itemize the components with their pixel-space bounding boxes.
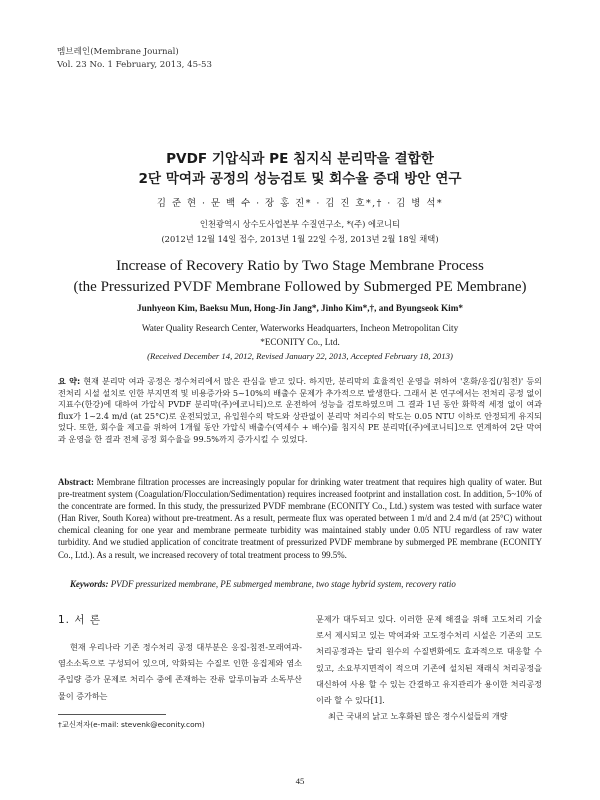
title-en-line-1: Increase of Recovery Ratio by Two Stage Membrane Process <box>116 258 484 274</box>
footnote: †교신저자(e-mail: stevenk@econity.com) <box>58 720 205 729</box>
keywords <box>70 579 550 589</box>
body-left-column <box>58 639 302 704</box>
dates-ko: (2012년 12월 14일 접수, 2013년 1월 22일 수정, 2013년 2월 18일 채택) <box>161 234 439 244</box>
body-left-paragraph: 현재 우리나라 기존 정수처리 공정 대부분은 응집-침전-모래여과-염소소독으로 구성되어 있으며, 악화되는 수질로 인한 응집제와 염소주입량 증가 문제로 처리수 중에 존재하는 잔류 알루미늄과 소독부산물이 증가하는 <box>58 642 302 701</box>
abstract-en-label: Abstract: <box>58 477 94 487</box>
title-en-line-2: (the Pressurized PVDF Membrane Followed by Submerged PE Membrane) <box>73 279 527 295</box>
title-ko-line-2: 2단 막여과 공정의 성능검토 및 회수율 증대 방안 연구 <box>138 171 462 187</box>
received-dates-en: (Received December 14, 2012, Revised January 22, 2013, Accepted February 18, 2013) <box>147 351 453 361</box>
keywords-label: Keywords: <box>70 579 109 589</box>
journal-header <box>57 46 212 72</box>
affiliation-en-line-1: Water Quality Research Center, Waterworks Headquarters, Incheon Metropolitan City <box>141 323 459 333</box>
authors-en: Junhyeon Kim, Baeksu Mun, Hong-Jin Jang*, Jinho Kim*,†, and Byungseok Kim* <box>137 303 463 313</box>
journal-name: 멤브레인(Membrane Journal) <box>57 47 179 57</box>
keywords-text: PVDF pressurized membrane, PE submerged membrane, two stage hybrid system, recovery ratio <box>110 579 456 589</box>
abstract-en <box>58 476 542 561</box>
footnote-divider <box>58 714 166 715</box>
section-heading: 1. 서 론 <box>58 614 101 626</box>
body-right-paragraph-1: 문제가 대두되고 있다. 이러한 문제 해결을 위해 고도처리 기술로서 제시되고 있는 막여과와 고도정수처리 시설은 기존의 고도처리공정과는 달리 원수의 수질변화에도 효과적으로 대응할 수 있고, 소요부지면적이 적으며 기존에 설치된 재래식 처리공정을 대신하여 사용 할 수 있는 간결하고 유지관리가 용이한 처리공정이라 할 수 있다[1]. <box>316 614 542 706</box>
affiliation-ko: 인천광역시 상수도사업본부 수질연구소, *(주) 에코니티 <box>199 219 401 229</box>
body-right-column <box>316 611 542 724</box>
affiliation-en-line-2: *ECONITY Co., Ltd. <box>260 337 340 347</box>
abstract-en-text: Membrane filtration processes are increasingly popular for drinking water treatment that requires high quality of water. But pre-treatment system (Coagulation/Flocculation/Sedimentation) requires increased footprint and installation cost. In addition, 5~10% of the concentrate are formed. In this study, the pressurized PVDF membrane (ECONITY Co., Ltd.) system was tested with surface water (Han River, South Korea) without pre-treatment. As a result, permeate flux was operated between 1 m/d and 2.4 m/d (at 25°C) without chemical cleaning for one year and membrane permeate turbidity was maintained stably under 0.05 NTU regardless of raw water turbidity. And we studied application of concitrate treatment of pressurized PVDF membrane by submerged PE membrane (ECONITY Co., Ltd.). As a result, we increased recovery of total treatment process to 99.5%. <box>58 477 542 560</box>
page-number: 45 <box>295 776 305 786</box>
abstract-ko-label: 요 약: <box>58 376 81 386</box>
title-ko-line-1: PVDF 기압식과 PE 침지식 분리막을 결합한 <box>166 151 434 167</box>
authors-ko: 김 준 현 · 문 백 수 · 장 홍 진* · 김 진 호*,† · 김 병 석* <box>156 198 444 209</box>
body-right-paragraph-2: 최근 국내의 낡고 노후화된 많은 정수시설들의 개량 <box>328 711 508 722</box>
journal-issue: Vol. 23 No. 1 February, 2013, 45-53 <box>57 60 212 70</box>
abstract-ko <box>58 376 542 446</box>
abstract-ko-text: 현재 분리막 여과 공정은 정수처리에서 많은 관심을 받고 있다. 하지만, 분리막의 효율적인 운영을 위하여 '혼화/응집(/침전)' 등의 전처리 시설 설치로 인한 부지면적 및 비용증가와 5~10%의 배출수 문제가 추가적으로 발생한다. 그래서 본 연구에서는 전처리 공정 없이 지표수(한강)에 대하여 가압식 PVDF 분리막(주)에코니티)으로 운전하여 성능을 검토하였으며 그 결과 1년 동안 화학적 세정 없이 여과 flux가 1~2.4 m/d (at 25°C)로 운전되었고, 유입원수의 탁도와 상관없이 분리막 처리수의 탁도는 0.05 NTU 이하로 안정되게 유지되었다. 또한, 회수율 제고를 위하여 1개월 동안 가압식 배출수(역세수 + 배수)를 침지식 PE 분리막[(주)에코니티]으로 연계하여 2단 막여과 운영을 한 결과 전체 공정 회수율을 99.5%까지 증가시킬 수 있었다. <box>58 376 542 444</box>
